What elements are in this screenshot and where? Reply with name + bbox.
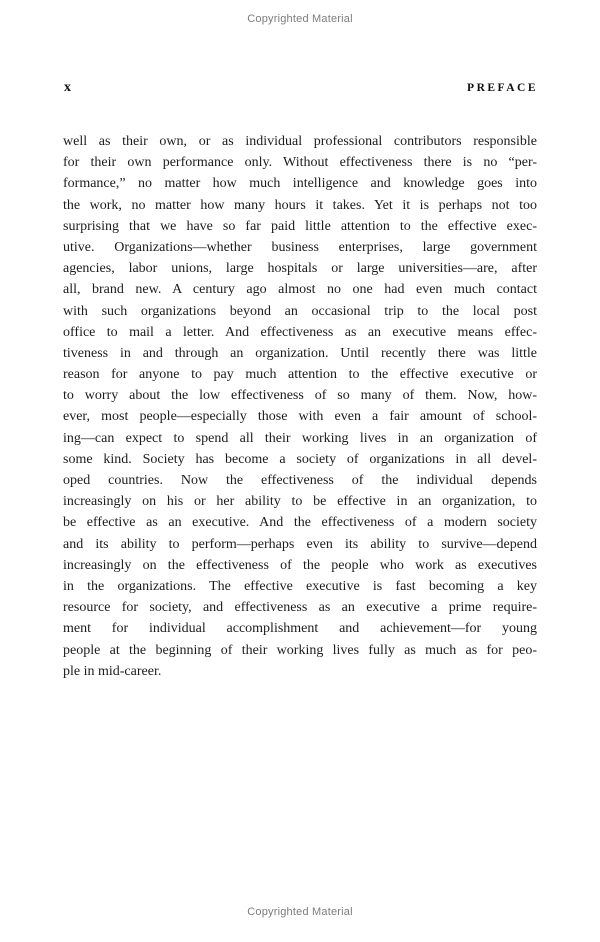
body-text-line: ment for individual accomplishment and achievement—for young	[63, 621, 537, 637]
body-text-line: to worry about the low effectiveness of so many of them. Now, how-	[63, 388, 537, 404]
body-text-line: be effective as an executive. And the effectiveness of a modern society	[63, 515, 537, 531]
body-text-line: utive. Organizations—whether business enterprises, large government	[63, 239, 537, 255]
body-text-line: agencies, labor unions, large hospitals or large universities—are, after	[63, 261, 537, 277]
body-text-line: well as their own, or as individual professional contributors responsible	[63, 134, 537, 149]
body-text-line: the work, no matter how many hours it takes. Yet it is perhaps not too	[63, 197, 537, 213]
header-title: PREFACE	[467, 82, 538, 94]
body-text-line: some kind. Society has become a society of organizations in all devel-	[63, 451, 537, 467]
body-text-line: increasingly on the effectiveness of the people who work as executives	[63, 557, 537, 573]
body-text-line: and its ability to perform—perhaps even its ability to survive—depend	[63, 536, 537, 552]
body-text-line: for their own performance only. Without effectiveness there is no “per-	[63, 155, 537, 171]
body-text-line: people at the beginning of their working lives fully as much as for peo-	[63, 642, 537, 658]
body-text-line: ing—can expect to spend all their working lives in an organization of	[63, 430, 537, 446]
page-header	[64, 80, 538, 96]
body-text-line: ple in mid-career.	[63, 663, 162, 679]
body-text-line: surprising that we have so far paid little attention to the effective exec-	[63, 218, 537, 234]
body-text-line: with such organizations beyond an occasional trip to the local post	[63, 303, 537, 319]
body-text-line: ever, most people—especially those with even a fair amount of school-	[63, 409, 537, 425]
copyright-notice-bottom: Copyrighted Material	[247, 906, 353, 918]
body-text-line: increasingly on his or her ability to be effective in an organization, to	[63, 494, 537, 510]
page-number: x	[64, 80, 71, 95]
body-text-line: all, brand new. A century ago almost no one had even much contact	[63, 282, 537, 298]
body-text-line: reason for anyone to pay much attention to the effective executive or	[63, 367, 537, 383]
body-text-line: formance,” no matter how much intelligence and knowledge goes into	[63, 176, 537, 192]
body-text	[63, 131, 537, 682]
body-text-line: tiveness in and through an organization. Until recently there was little	[63, 345, 537, 361]
body-text-line: oped countries. Now the effectiveness of the individual depends	[63, 473, 537, 488]
body-text-line: office to mail a letter. And effectiveness as an executive means effec-	[63, 324, 537, 340]
body-text-line: resource for society, and effectiveness as an executive a prime require-	[63, 600, 537, 616]
copyright-notice-top: Copyrighted Material	[247, 13, 353, 25]
body-text-line: in the organizations. The effective executive is fast becoming a key	[63, 578, 537, 594]
